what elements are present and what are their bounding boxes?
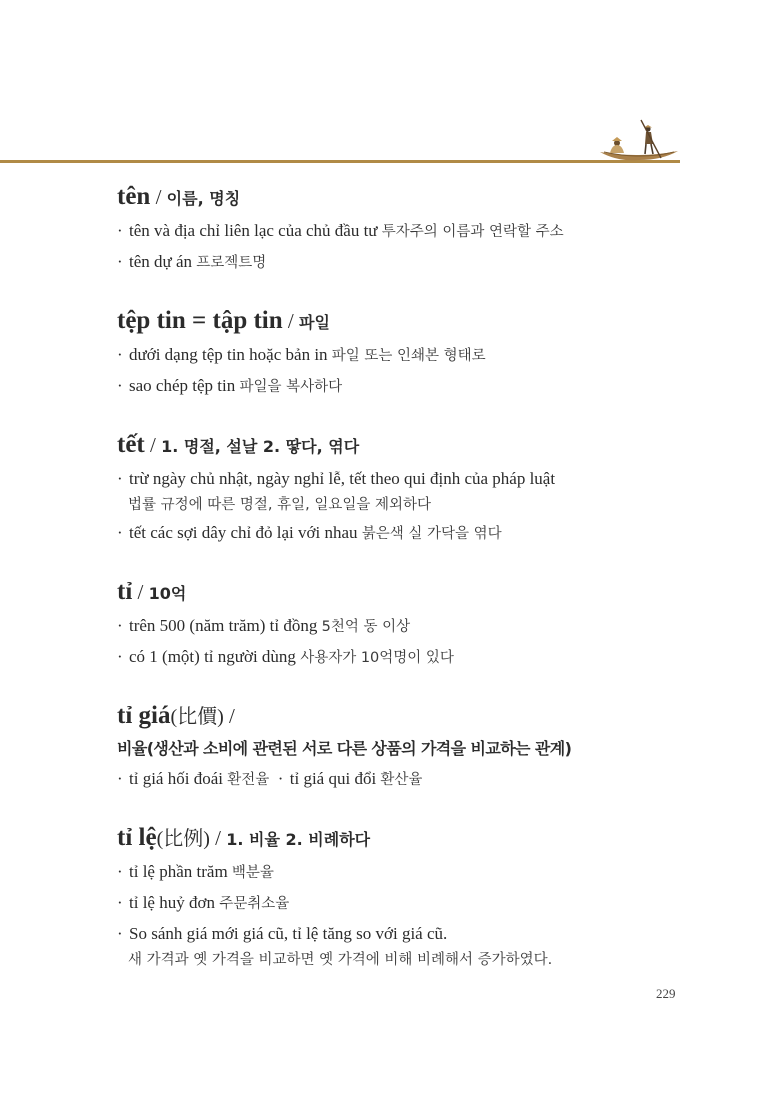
entry-ti-gia <box>117 699 717 795</box>
example-korean: 5천억 동 이상 <box>321 619 411 635</box>
meaning: 파일 <box>299 313 330 332</box>
example-line: · dưới dạng tệp tin hoặc bản in 파일 또는 인쇄본 형태로 <box>117 345 486 364</box>
meaning: 1. 비율 2. 비례하다 <box>226 830 371 849</box>
example-vietnamese: tết các sợi dây chỉ đỏ lại với nhau <box>129 523 358 542</box>
example-vietnamese: tên dự án <box>129 252 193 271</box>
example-korean: 환산율 <box>380 772 423 788</box>
example-line: · So sánh giá mới giá cũ, tỉ lệ tăng so với giá cũ. <box>117 924 448 943</box>
example-line: · sao chép tệp tin 파일을 복사하다 <box>117 376 343 395</box>
example-korean: 투자주의 이름과 연락할 주소 <box>381 224 564 240</box>
hanja: (比價) <box>170 706 224 728</box>
entry-ti <box>117 575 717 673</box>
example-translation-line <box>117 491 717 518</box>
dictionary-entries <box>117 180 717 999</box>
example-korean: 주문취소율 <box>219 896 290 912</box>
example-korean: 새 가격과 옛 가격을 비교하면 옛 가격에 비해 비례해서 증가하였다. <box>128 952 553 968</box>
slash: / <box>132 580 149 604</box>
slash: / <box>223 704 235 728</box>
entry-headline <box>117 428 717 464</box>
slash: / <box>209 826 227 850</box>
entry-headline <box>117 180 717 216</box>
headword: tỉ giá <box>117 702 171 729</box>
entry-headline <box>117 304 717 340</box>
example-vietnamese: tỉ giá qui đổi <box>289 769 377 788</box>
example-vietnamese: sao chép tệp tin <box>129 376 236 395</box>
example-line: · tỉ lệ huỷ đơn 주문취소율 <box>117 893 290 912</box>
headword: tết <box>117 431 145 458</box>
example-line: · trên 500 (năm trăm) tỉ đồng 5천억 동 이상 <box>117 616 411 635</box>
example-korean: 파일 또는 인쇄본 형태로 <box>331 348 486 364</box>
example-line: · có 1 (một) tỉ người dùng 사용자가 10억명이 있다 <box>117 647 454 666</box>
headword: tỉ <box>117 578 133 605</box>
entry-headline <box>117 699 717 734</box>
boatman-illustration <box>598 118 680 164</box>
example-vietnamese: tỉ giá hối đoái <box>129 769 223 788</box>
example-line: · tết các sợi dây chỉ đỏ lại với nhau 붉은색 실 가닥을 엮다 <box>117 523 502 542</box>
example-line: · tỉ lệ phần trăm 백분율 <box>117 862 274 881</box>
entry-headline <box>117 821 717 857</box>
example-korean: 파일을 복사하다 <box>239 379 343 395</box>
entry-headline <box>117 575 717 611</box>
example-vietnamese: có 1 (một) tỉ người dùng <box>129 647 296 666</box>
example-vietnamese: tỉ lệ phần trăm <box>129 862 228 881</box>
slash: / <box>150 185 167 209</box>
page-number: 229 <box>656 986 676 1001</box>
example-translation-line <box>117 946 717 973</box>
entry-ti-le <box>117 821 717 973</box>
example-vietnamese: trừ ngày chủ nhật, ngày nghỉ lễ, tết theo qui định của pháp luật <box>129 469 556 488</box>
example-korean: 백분율 <box>231 865 274 881</box>
example-korean: 법률 규정에 따른 명절, 휴일, 일요일을 제외하다 <box>128 497 432 513</box>
entry-tet <box>117 428 717 549</box>
headword: tệp tin = tập tin <box>117 307 283 334</box>
entry-tep-tin <box>117 304 717 402</box>
example-vietnamese: trên 500 (năm trăm) tỉ đồng <box>129 616 318 635</box>
example-korean: 환전율 <box>227 772 270 788</box>
meaning: 비율(생산과 소비에 관련된 서로 다른 상품의 가격을 비교하는 관계) <box>117 739 572 758</box>
example-line: · trừ ngày chủ nhật, ngày nghỉ lễ, tết theo qui định của pháp luật <box>117 469 556 488</box>
example-vietnamese: So sánh giá mới giá cũ, tỉ lệ tăng so với giá cũ. <box>129 924 448 943</box>
example-line: · tỉ giá hối đoái 환전율 · tỉ giá qui đổi 환산율 <box>117 769 423 788</box>
example-korean: 프로젝트명 <box>196 255 267 271</box>
example-line: · tên và địa chỉ liên lạc của chủ đầu tư 투자주의 이름과 연락할 주소 <box>117 221 564 240</box>
meaning: 이름, 명칭 <box>166 189 241 208</box>
example-vietnamese: tên và địa chỉ liên lạc của chủ đầu tư <box>129 221 378 240</box>
headword: tên <box>117 183 151 210</box>
hanja: (比例) <box>156 828 210 850</box>
entry-ten <box>117 180 717 278</box>
meaning: 1. 명절, 설날 2. 땋다, 엮다 <box>161 437 360 456</box>
example-korean: 붉은색 실 가닥을 엮다 <box>361 526 502 542</box>
meaning: 10억 <box>148 584 187 603</box>
example-line: · tên dự án 프로젝트명 <box>117 252 267 271</box>
header-rule <box>0 160 680 163</box>
headword: tỉ lệ <box>117 824 157 851</box>
slash: / <box>144 433 162 457</box>
slash: / <box>282 309 299 333</box>
example-vietnamese: dưới dạng tệp tin hoặc bản in <box>129 345 328 364</box>
example-korean: 사용자가 10억명이 있다 <box>300 650 454 666</box>
example-vietnamese: tỉ lệ huỷ đơn <box>129 893 215 912</box>
